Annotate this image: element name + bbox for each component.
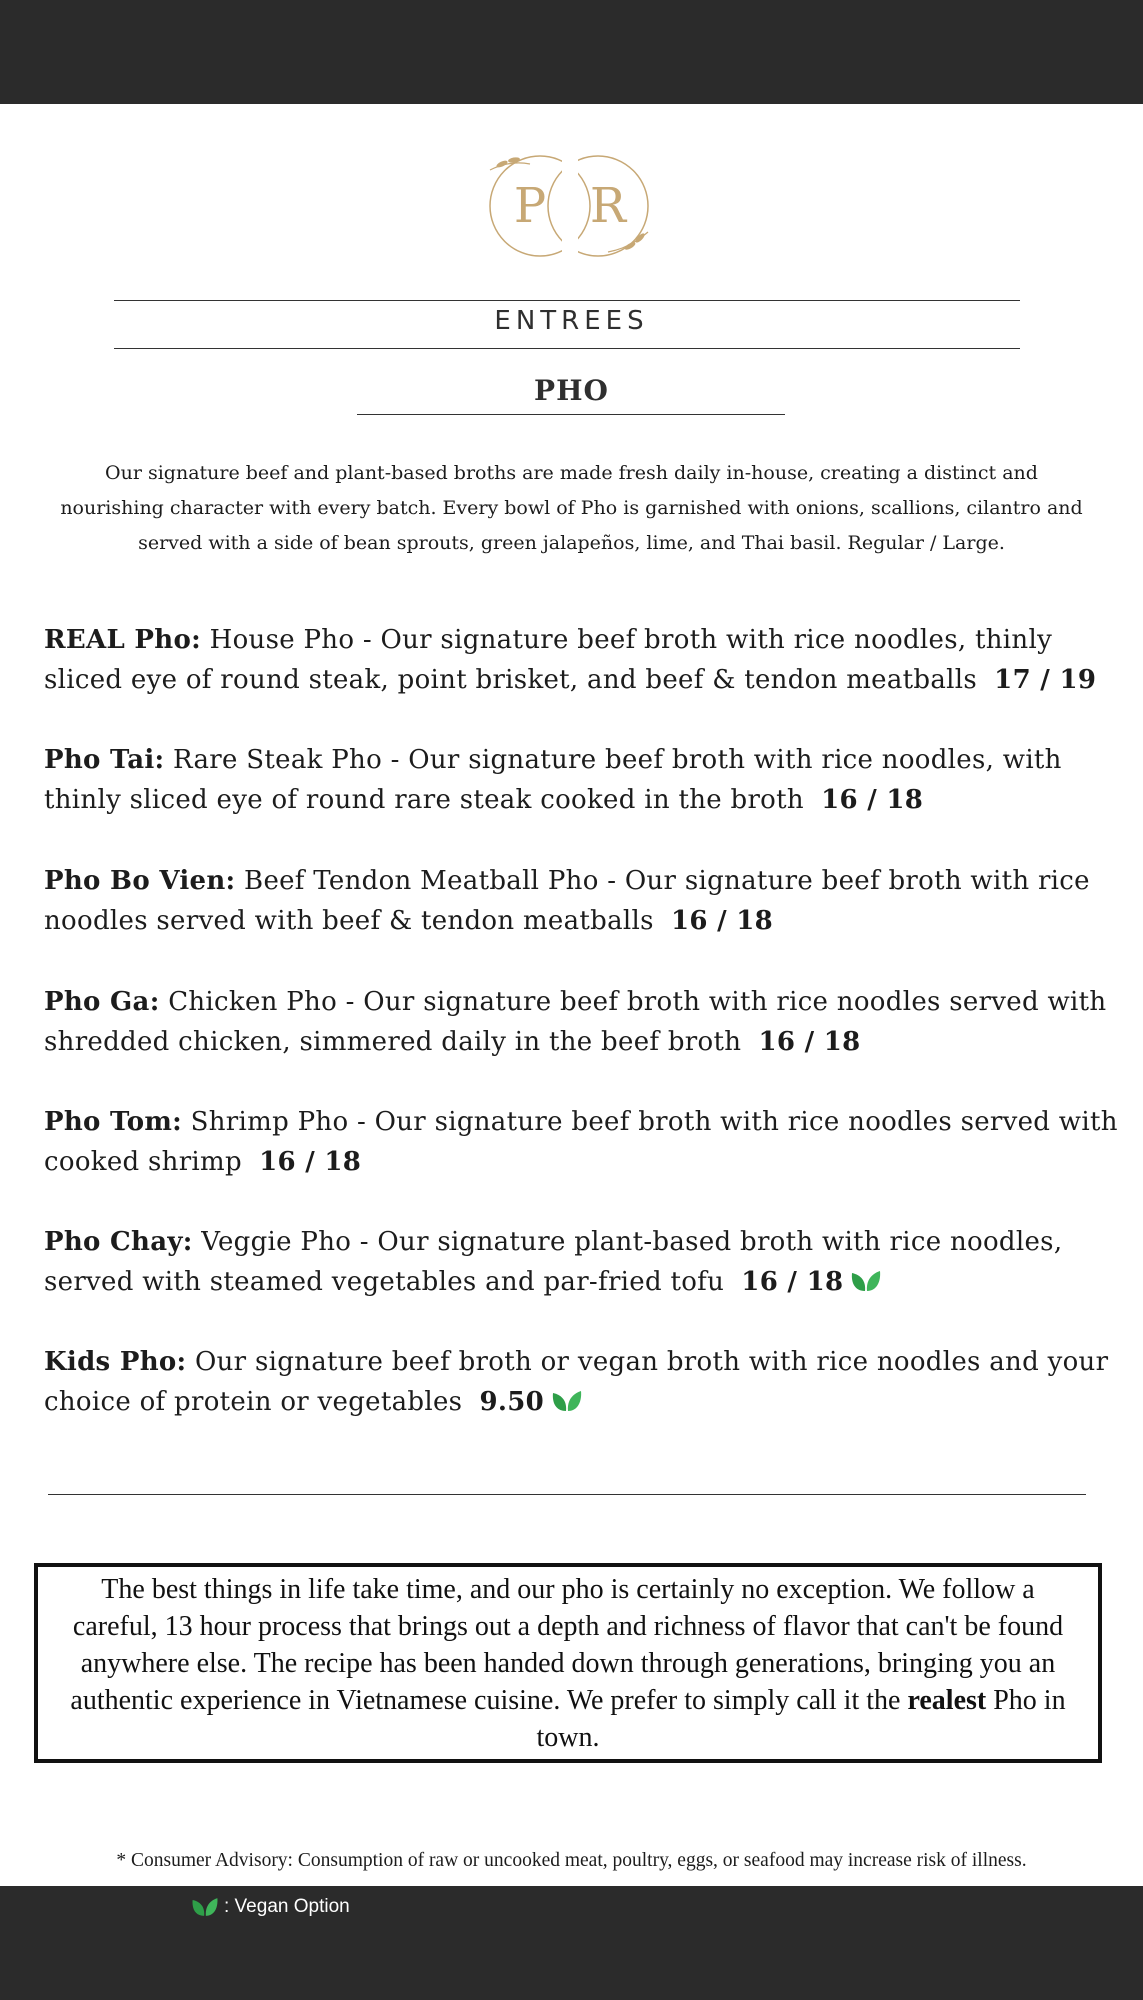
section-rule-top	[114, 300, 1020, 301]
menu-divider	[48, 1494, 1086, 1495]
menu-item-name: Kids Pho:	[44, 1347, 187, 1377]
menu-item	[44, 620, 1124, 700]
legend-label: : Vegan Option	[224, 1896, 350, 1917]
subsection-underline	[357, 414, 785, 415]
menu-item-price: 16 / 18	[758, 1027, 861, 1057]
intro-paragraph: Our signature beef and plant-based broths are made fresh daily in-house, creating a distinct and nourishing character with every batch. Every bowl of Pho is garnished with onions, scallions, cilantro and served with a side of bean sprouts, green jalapeños, lime, and Thai basil. Regular / Large.	[60, 462, 1083, 554]
menu-item-name: Pho Tai:	[44, 745, 165, 775]
menu-item	[44, 861, 1124, 941]
consumer-advisory: * Consumer Advisory: Consumption of raw or uncooked meat, poultry, eggs, or seafood may increase risk of illness.	[116, 1850, 1027, 1871]
menu-item-price: 16 / 18	[259, 1147, 362, 1177]
menu-item-description: Rare Steak Pho - Our signature beef broth with rice noodles, with thinly sliced eye of round rare steak cooked in the broth	[44, 745, 1062, 815]
menu-item-name: REAL Pho:	[44, 625, 202, 655]
menu-item	[44, 1222, 1124, 1302]
vegan-leaf-icon	[849, 1269, 883, 1293]
menu-item-description: Beef Tendon Meatball Pho - Our signature beef broth with rice noodles served with beef & tendon meatballs	[44, 866, 1090, 936]
section-title: ENTREES	[494, 306, 649, 336]
vegan-legend	[190, 1896, 350, 1918]
top-banner	[0, 0, 1143, 104]
menu-item-name: Pho Chay:	[44, 1227, 193, 1257]
vegan-leaf-icon	[550, 1389, 584, 1413]
pr-logo	[480, 140, 660, 265]
bottom-banner	[0, 1886, 1143, 2000]
menu-item-price: 17 / 19	[994, 665, 1097, 695]
menu-item	[44, 982, 1124, 1062]
story-text-before: The best things in life take time, and our pho is certainly no exception. We follow a careful, 13 hour process that brings out a depth and richness of flavor that can't be found anywhere else. The recipe has been handed down through generations, bringing you an authentic experience in Vietnamese cuisine. We prefer to simply call it the	[70, 1573, 1064, 1716]
menu-item-name: Pho Bo Vien:	[44, 866, 236, 896]
story-text-after: Pho in town.	[536, 1684, 1066, 1753]
story-text	[63, 1571, 1073, 1756]
menu-item-price: 16 / 18	[821, 785, 924, 815]
leaf-icon	[190, 1896, 220, 1918]
menu-item-price: 16 / 18	[670, 906, 774, 936]
menu-item-name: Pho Tom:	[44, 1107, 183, 1137]
story-box	[34, 1563, 1102, 1763]
logo-letter-r: R	[589, 178, 627, 234]
menu-item-description: Our signature beef broth or vegan broth with rice noodles and your choice of protein or vegetables	[44, 1347, 1109, 1417]
menu-item	[44, 1342, 1124, 1422]
menu-item-description: Veggie Pho - Our signature plant-based broth with rice noodles, served with steamed vegetables and par-fried tofu	[44, 1227, 1063, 1297]
menu-item-price: 9.50	[479, 1387, 544, 1417]
menu-item-price: 16 / 18	[741, 1267, 844, 1297]
story-emphasis: realest	[907, 1684, 987, 1716]
section-rule-bottom	[114, 348, 1020, 349]
menu-item-description: Chicken Pho - Our signature beef broth with rice noodles served with shredded chicken, simmered daily in the beef broth	[44, 987, 1107, 1057]
menu-item	[44, 1102, 1124, 1182]
menu-item-description: House Pho - Our signature beef broth with rice noodles, thinly sliced eye of round steak, point brisket, and beef & tendon meatballs	[44, 625, 1053, 695]
menu-item-description: Shrimp Pho - Our signature beef broth with rice noodles served with cooked shrimp	[44, 1107, 1118, 1177]
menu-item-name: Pho Ga:	[44, 987, 160, 1017]
logo-letter-p: P	[513, 178, 547, 234]
menu-item	[44, 740, 1124, 820]
subsection-title: PHO	[534, 374, 609, 407]
